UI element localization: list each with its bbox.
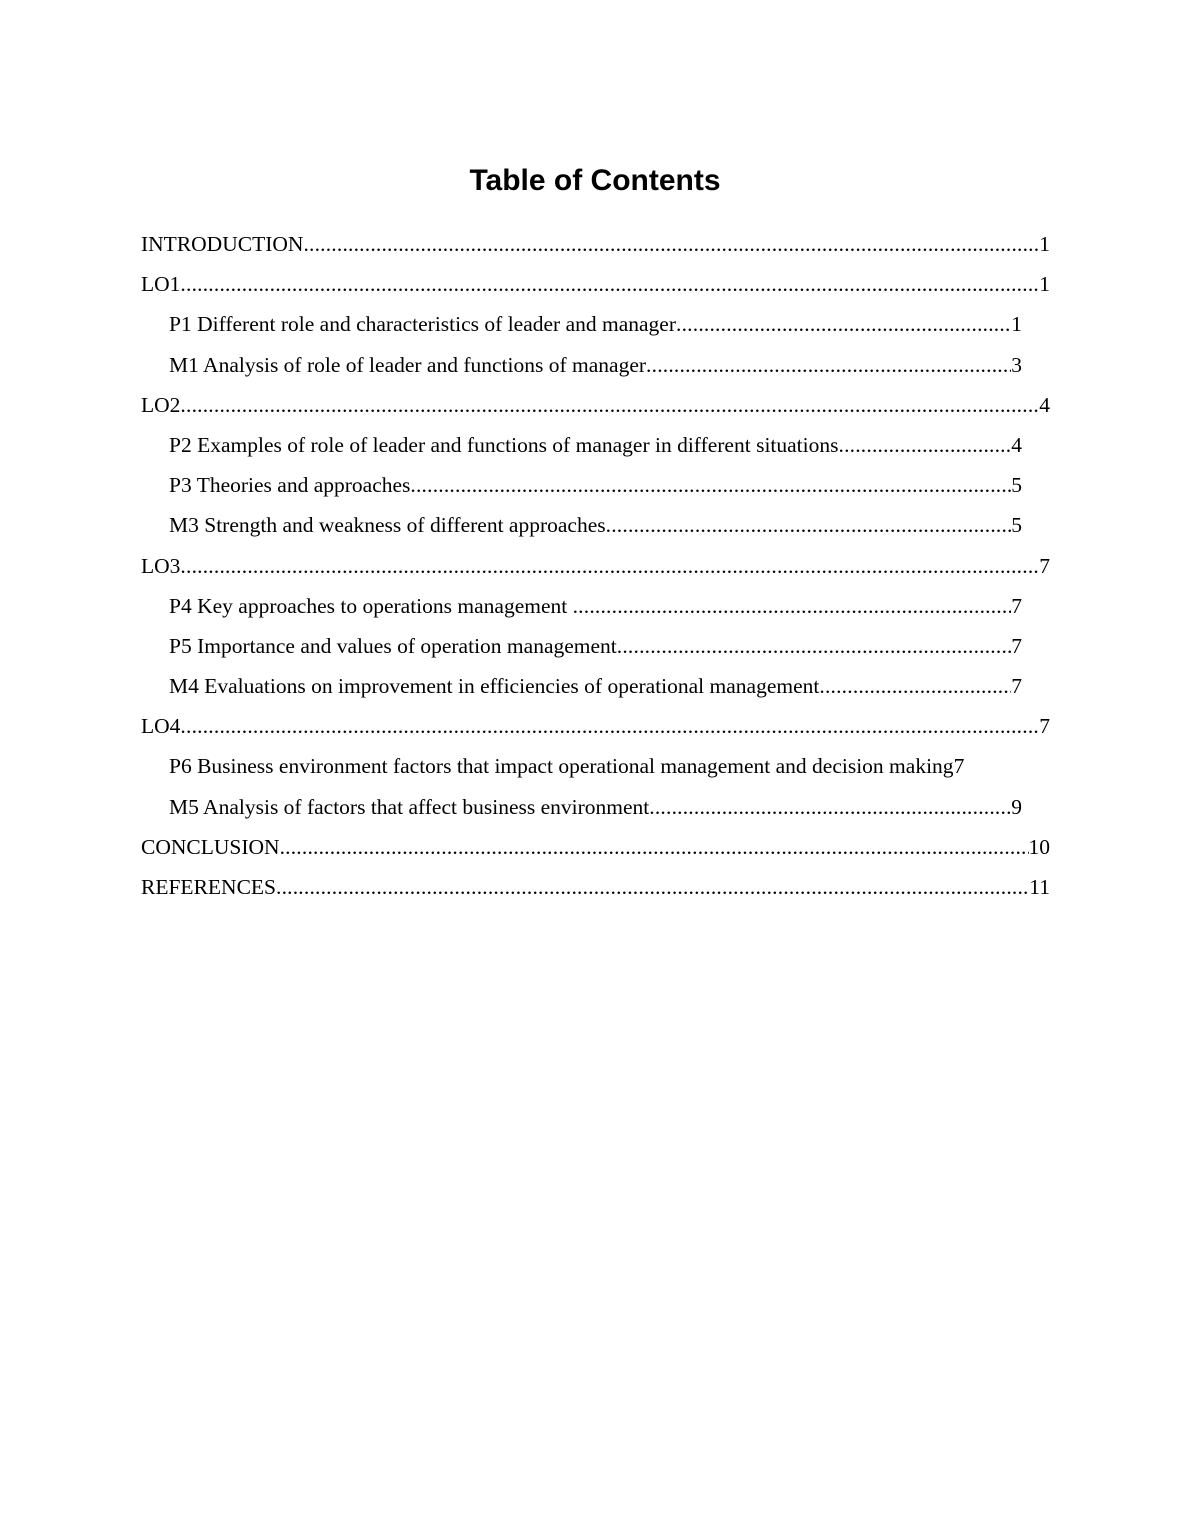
toc-leader-dots bbox=[573, 586, 1012, 626]
toc-entry-p6[interactable] bbox=[0, 746, 1190, 786]
toc-leader-dots bbox=[180, 706, 1039, 746]
table-of-contents bbox=[0, 224, 1190, 907]
toc-page-number: 7 bbox=[1011, 593, 1022, 618]
page-title: Table of Contents bbox=[469, 164, 721, 197]
toc-entry-label: P5 Importance and values of operation management bbox=[169, 633, 617, 658]
toc-entry-p1[interactable] bbox=[0, 304, 1190, 344]
toc-entry-label: M4 Evaluations on improvement in efficiencies of operational management bbox=[169, 674, 820, 699]
toc-entry-label: LO3 bbox=[141, 553, 181, 578]
toc-leader-dots bbox=[180, 264, 1039, 304]
toc-entry-label: M1 Analysis of role of leader and functions of manager bbox=[169, 352, 647, 377]
toc-entry-label: CONCLUSION bbox=[141, 834, 280, 859]
toc-entry-label: P3 Theories and approaches bbox=[169, 473, 411, 498]
toc-entry-lo3[interactable] bbox=[0, 546, 1190, 586]
toc-entry-p4[interactable] bbox=[0, 586, 1190, 626]
toc-entry-label: M3 Strength and weakness of different approaches bbox=[169, 513, 606, 538]
toc-page-number: 7 bbox=[953, 754, 965, 779]
toc-entry-introduction[interactable] bbox=[0, 224, 1190, 264]
toc-leader-dots bbox=[606, 505, 1012, 545]
toc-leader-dots bbox=[819, 666, 1011, 706]
toc-entry-p2[interactable] bbox=[0, 425, 1190, 465]
toc-leader-dots bbox=[839, 425, 1012, 465]
toc-entry-m4[interactable] bbox=[0, 666, 1190, 706]
toc-page-number: 5 bbox=[1011, 473, 1022, 498]
toc-page-number: 7 bbox=[1011, 674, 1022, 699]
toc-leader-dots bbox=[617, 626, 1011, 666]
toc-page-number: 7 bbox=[1039, 553, 1050, 578]
toc-page-number: 7 bbox=[1011, 633, 1022, 658]
toc-entry-p3[interactable] bbox=[0, 465, 1190, 505]
toc-leader-dots bbox=[303, 224, 1039, 264]
toc-entry-label: M5 Analysis of factors that affect business environment bbox=[169, 794, 650, 819]
toc-leader-dots bbox=[649, 787, 1011, 827]
toc-page-number: 3 bbox=[1011, 352, 1022, 377]
toc-entry-label: P1 Different role and characteristics of leader and manager bbox=[169, 312, 677, 337]
toc-entry-label: LO2 bbox=[141, 392, 181, 417]
toc-entry-conclusion[interactable] bbox=[0, 827, 1190, 867]
toc-page-number: 11 bbox=[1029, 875, 1050, 899]
toc-entry-label: P2 Examples of role of leader and functions of manager in different situations bbox=[169, 432, 839, 457]
toc-page-number: 1 bbox=[1039, 272, 1050, 297]
toc-leader-dots bbox=[646, 345, 1011, 385]
toc-page-number: 7 bbox=[1039, 714, 1050, 739]
toc-entry-label: INTRODUCTION bbox=[141, 232, 304, 256]
toc-page-number: 10 bbox=[1028, 834, 1050, 859]
toc-entry-label: REFERENCES bbox=[141, 875, 276, 899]
toc-entry-m3[interactable] bbox=[0, 505, 1190, 545]
toc-leader-dots bbox=[410, 465, 1011, 505]
toc-page-number: 4 bbox=[1011, 432, 1022, 457]
toc-page-number: 1 bbox=[1011, 312, 1022, 337]
toc-entry-label: P4 Key approaches to operations management bbox=[169, 593, 573, 618]
toc-leader-dots bbox=[180, 385, 1039, 425]
toc-leader-dots bbox=[276, 867, 1029, 907]
toc-leader-dots bbox=[280, 827, 1029, 867]
toc-entry-references[interactable] bbox=[0, 867, 1190, 907]
toc-page-number: 9 bbox=[1011, 794, 1022, 819]
toc-entry-lo4[interactable] bbox=[0, 706, 1190, 746]
toc-entry-lo2[interactable] bbox=[0, 385, 1190, 425]
toc-entry-label: LO4 bbox=[141, 714, 181, 739]
toc-page-number: 1 bbox=[1039, 232, 1050, 256]
toc-entry-m5[interactable] bbox=[0, 787, 1190, 827]
toc-page-number: 4 bbox=[1039, 392, 1050, 417]
toc-entry-lo1[interactable] bbox=[0, 264, 1190, 304]
toc-page-number: 5 bbox=[1011, 513, 1022, 538]
toc-leader-dots bbox=[676, 304, 1011, 344]
toc-entry-m1[interactable] bbox=[0, 345, 1190, 385]
toc-entry-label: LO1 bbox=[141, 272, 181, 297]
toc-entry-label: P6 Business environment factors that impact operational management and decision making bbox=[169, 754, 954, 779]
toc-entry-p5[interactable] bbox=[0, 626, 1190, 666]
toc-leader-dots bbox=[180, 546, 1039, 586]
